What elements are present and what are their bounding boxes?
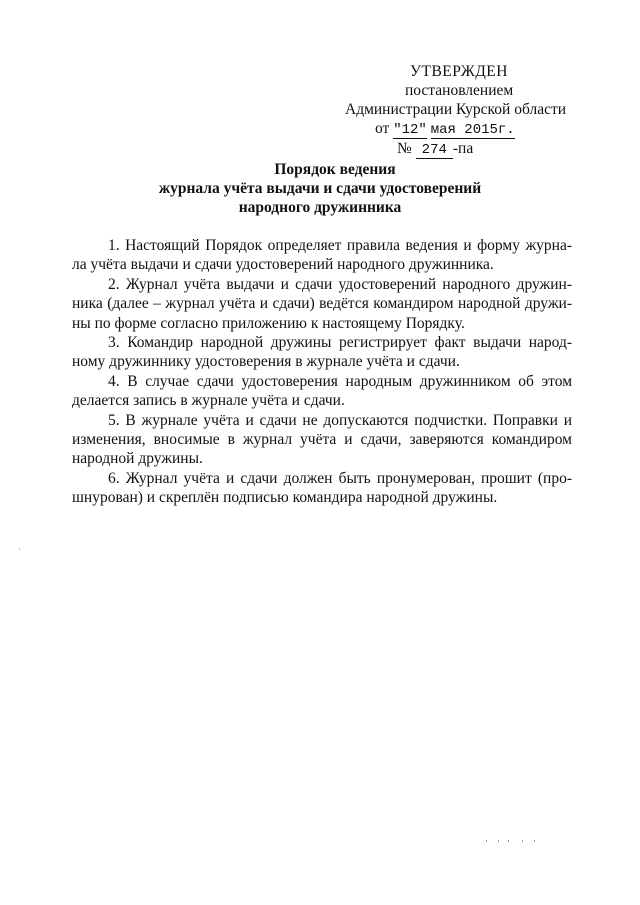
approval-number-line [330,139,630,159]
approval-block [330,62,630,159]
title-line-1: Порядок ведения [274,161,396,178]
body-line: народной дружины. [72,450,203,468]
body-line: 1. Настоящий Порядок определяет правила ведения и форму журна- [108,237,572,254]
body-line: 5. В журнале учёта и сдачи не допускаются подчистки. Поправки и [108,411,572,429]
approval-number-prefix: № [397,140,412,157]
body-line: ла учёта выдачи и сдачи удостоверений народного дружинника. [72,256,494,274]
body-line: изменения, вносимые в журнал учёта и сдачи, заверяются командиром [72,431,572,449]
body-line: ны по форме согласно приложению к настоящему Порядку. [72,314,465,332]
scan-speck [19,548,20,550]
scan-specks [486,840,546,844]
body-line: 4. В случае сдачи удостоверения народным дружинником об этом [108,372,572,390]
approval-date-month-year: мая 2015г. [430,122,515,138]
body-line: делается запись в журнале учёта и сдачи. [72,392,345,410]
approval-authority-line: Администрации Курской области [345,101,567,118]
title-line-3: народного дружинника [238,199,402,216]
body-line: 6. Журнал учёта и сдачи должен быть пронумерован, прошит (про- [108,469,572,487]
approval-number-suffix: -па [452,140,474,157]
approval-heading: УТВЕРЖДЕН [410,63,508,80]
document-title [0,160,640,217]
approval-date-day: "12" [393,122,427,138]
approval-date-prefix: от [375,120,390,137]
approval-number-value: 274 [416,143,453,159]
document-body [72,236,572,508]
approval-date-line [330,119,630,139]
approval-resolution-line: постановлением [405,82,514,99]
body-line: 2. Журнал учёта выдачи и сдачи удостоверений народного дружин- [108,275,572,293]
body-line: шнурован) и скреплён подписью командира народной дружины. [72,489,498,507]
title-line-2: журнала учёта выдачи и сдачи удостоверений [158,180,482,197]
body-line: ника (далее – журнал учёта и сдачи) ведётся командиром народной дружи- [72,295,572,313]
body-line: 3. Командир народной дружины регистрирует факт выдачи народ- [108,334,572,352]
body-line: ному дружиннику удостоверения в журнале учёта и сдачи. [72,353,460,371]
